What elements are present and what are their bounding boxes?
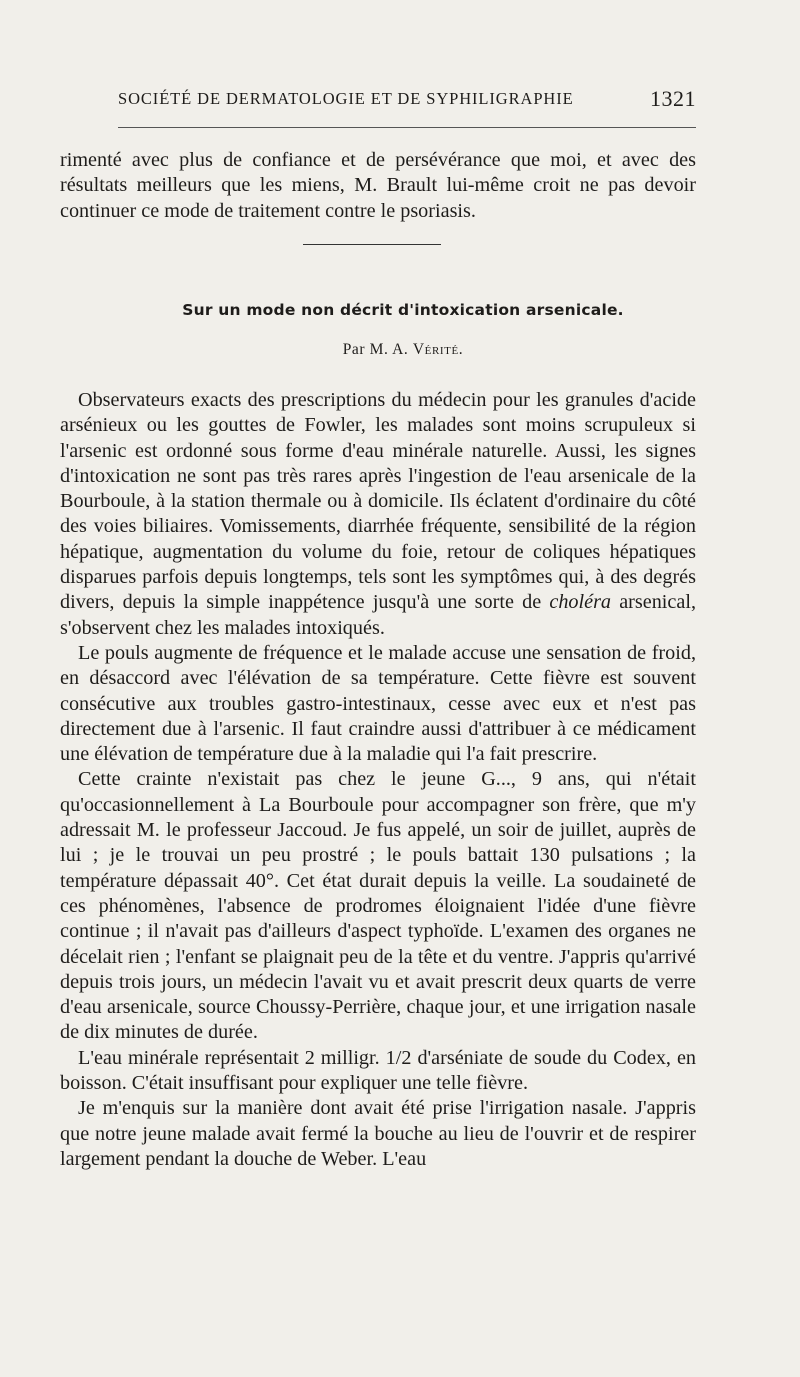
paragraph: L'eau minérale représentait 2 milligr. 1/2 d'arséniate de soude du Codex, en boisson. C'était insuffisant pour expliquer une telle fièvre.: [60, 1046, 696, 1095]
running-header: [118, 86, 696, 115]
article-title: Sur un mode non décrit d'intoxication arsenicale.: [182, 301, 624, 319]
intro-paragraph: rimenté avec plus de confiance et de persévérance que moi, et avec des résultats meilleurs que les miens, M. Brault lui-même croit ne pas devoir continuer ce mode de traitement contre le psoriasis.: [60, 149, 696, 222]
byline-author: Vérité.: [412, 341, 464, 358]
page-number: 1321: [650, 86, 696, 111]
intro-block: [60, 148, 696, 224]
article-byline: [60, 341, 746, 359]
paragraph: Je m'enquis sur la manière dont avait été prise l'irrigation nasale. J'appris que notre jeune malade avait fermé la bouche au lieu de l'ouvrir et de respirer largement pendant la douche de Weber. L'eau: [60, 1097, 696, 1170]
paragraph-text: Observateurs exacts des prescriptions du médecin pour les granules d'acide arsénieux ou les gouttes de Fowler, les malades sont moins scrupuleux si l'arsenic est ordonné sous forme d'eau minérale naturelle. Aussi, les signes d'intoxication ne sont pas très rares après l'ingestion de l'eau arsenicale de la Bourboule, à la station thermale ou à domicile. Ils éclatent d'ordinaire du côté des voies biliaires. Vomissements, diarrhée fréquente, sensibilité de la région hépatique, augmentation du volume du foie, retour de coliques hépatiques disparues parfois depuis longtemps, tels sont les symptômes qui, à des degrés divers, depuis la simple inappétence jusqu'à une sorte de: [60, 389, 696, 614]
paragraph: Le pouls augmente de fréquence et le malade accuse une sensation de froid, en désaccord avec l'élévation de sa température. Cette fièvre est souvent consécutive aux troubles gastro-intestinaux, cesse avec eux et n'est pas directement due à l'arsenic. Il faut craindre aussi d'attribuer à ce médicament une élévation de température due à la maladie qui l'a fait prescrire.: [60, 641, 696, 766]
italic-term: choléra: [549, 591, 612, 614]
article-body: [60, 388, 696, 1172]
header-rule: [118, 127, 696, 128]
paragraph-text: arsenical, s'observent chez les malades intoxiqués.: [60, 591, 696, 639]
section-divider: [303, 244, 441, 245]
byline-prefix: Par M. A.: [342, 341, 409, 358]
running-title: SOCIÉTÉ DE DERMATOLOGIE ET DE SYPHILIGRAPHIE: [118, 89, 574, 108]
paragraph: [60, 388, 696, 641]
paragraph: Cette crainte n'existait pas chez le jeune G..., 9 ans, qui n'était qu'occasionnellement à La Bourboule pour accompagner son frère, que m'y adressait M. le professeur Jaccoud. Je fus appelé, un soir de juillet, auprès de lui ; je le trouvai un peu prostré ; le pouls battait 130 pulsations ; la température dépassait 40°. Cet état durait depuis la veille. La soudaineté de ces phénomènes, l'absence de prodromes éloignaient l'idée d'une fièvre continue ; il n'avait pas d'ailleurs d'aspect typhoïde. L'examen des organes ne décelait rien ; l'enfant se plaignait peu de la tête et du ventre. J'appris qu'arrivé depuis trois jours, un médecin l'avait vu et avait prescrit deux quarts de verre d'eau arsenicale, source Choussy-Perrière, chaque jour, et une irrigation nasale de dix minutes de durée.: [60, 768, 696, 1044]
